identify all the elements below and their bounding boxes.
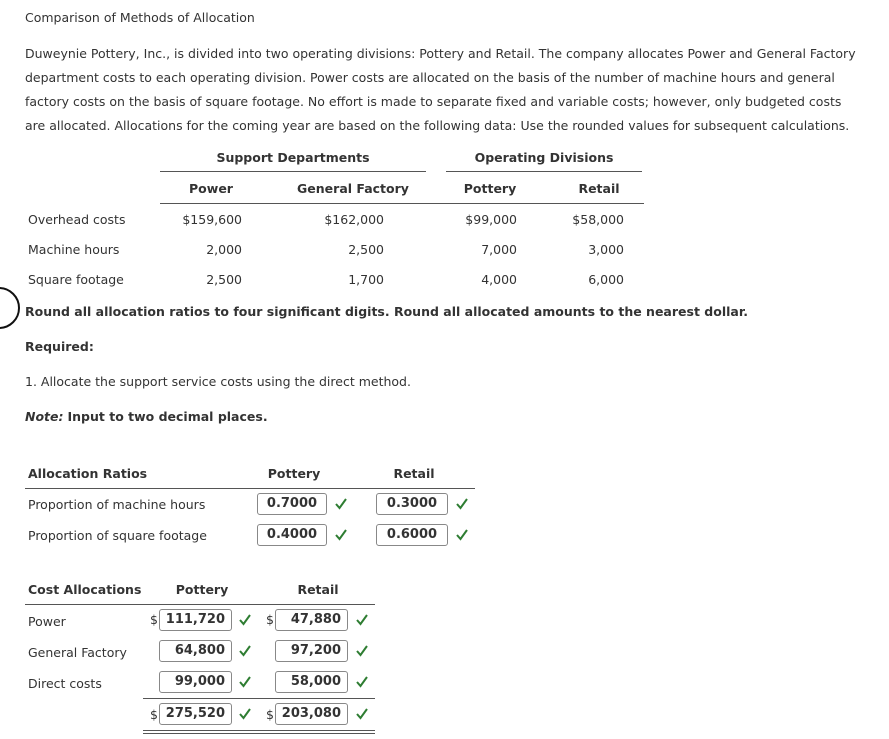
cell: 7,000 (481, 242, 517, 257)
currency-sign: $ (150, 707, 158, 722)
cell: $99,000 (465, 212, 517, 227)
alloc-general-factory-retail-input[interactable]: 97,200 (275, 640, 348, 662)
currency-sign: $ (150, 612, 158, 627)
col-power: Power (189, 181, 233, 196)
alloc-row-label: Power (28, 614, 66, 629)
ratio-row-label: Proportion of square footage (28, 528, 207, 543)
cell: 2,500 (348, 242, 384, 257)
check-icon (355, 644, 369, 658)
check-icon (334, 497, 348, 511)
cell: $162,000 (324, 212, 384, 227)
alloc-direct-costs-pottery-input[interactable]: 99,000 (159, 671, 232, 693)
check-icon (455, 497, 469, 511)
row-overhead-label: Overhead costs (28, 212, 126, 227)
alloc-total-retail-input[interactable]: 203,080 (275, 703, 348, 725)
currency-sign: $ (266, 707, 274, 722)
col-pottery: Pottery (463, 181, 517, 196)
left-edge-circle-marker (0, 287, 20, 329)
question-text: 1. Allocate the support service costs using the direct method. (25, 374, 411, 389)
check-icon (355, 707, 369, 721)
alloc-col-pottery: Pottery (175, 582, 229, 597)
check-icon (238, 707, 252, 721)
alloc-direct-costs-retail-input[interactable]: 58,000 (275, 671, 348, 693)
alloc-general-factory-pottery-input[interactable]: 64,800 (159, 640, 232, 662)
alloc-row-label: Direct costs (28, 676, 102, 691)
cell: 2,500 (206, 272, 242, 287)
col-general-factory: General Factory (297, 181, 409, 196)
ratio-machine-hours-pottery-input[interactable]: 0.7000 (257, 493, 327, 515)
cell: 4,000 (481, 272, 517, 287)
check-icon (455, 528, 469, 542)
check-icon (238, 644, 252, 658)
row-square-footage-label: Square footage (28, 272, 124, 287)
rounding-note: Round all allocation ratios to four significant digits. Round all allocated amounts to the nearest dollar. (25, 304, 748, 319)
check-icon (355, 675, 369, 689)
cell: 3,000 (588, 242, 624, 257)
col-retail: Retail (578, 181, 620, 196)
note-label: Note: (25, 409, 64, 424)
cell: 6,000 (588, 272, 624, 287)
row-machine-hours-label: Machine hours (28, 242, 120, 257)
cell: $58,000 (572, 212, 624, 227)
ratios-header: Allocation Ratios (28, 466, 148, 481)
ratios-col-retail: Retail (393, 466, 435, 481)
ratio-row-label: Proportion of machine hours (28, 497, 206, 512)
alloc-row-label: General Factory (28, 645, 127, 660)
alloc-total-pottery-input[interactable]: 275,520 (159, 703, 232, 725)
group-support-departments: Support Departments (216, 150, 370, 165)
note-text: Input to two decimal places. (67, 409, 268, 424)
ratios-col-pottery: Pottery (267, 466, 321, 481)
cell: 1,700 (348, 272, 384, 287)
check-icon (334, 528, 348, 542)
check-icon (355, 613, 369, 627)
ratio-square-footage-pottery-input[interactable]: 0.4000 (257, 524, 327, 546)
check-icon (238, 613, 252, 627)
check-icon (238, 675, 252, 689)
allocations-header: Cost Allocations (28, 582, 142, 597)
cell: 2,000 (206, 242, 242, 257)
page-heading: Comparison of Methods of Allocation (25, 10, 255, 25)
ratio-square-footage-retail-input[interactable]: 0.6000 (376, 524, 448, 546)
alloc-power-retail-input[interactable]: 47,880 (275, 609, 348, 631)
currency-sign: $ (266, 612, 274, 627)
cell: $159,600 (182, 212, 242, 227)
group-operating-divisions: Operating Divisions (474, 150, 614, 165)
required-label: Required: (25, 339, 94, 354)
problem-intro: Duweynie Pottery, Inc., is divided into two operating divisions: Pottery and Retail. The company allocates Power and General Factory department costs to each operating division. Power costs are allocated on the basis of the number of machine hours and general factory costs on the basis of square footage. No effort is made to separate fixed and variable costs; however, only budgeted costs are allocated. Allocations for the coming year are based on the following data: Use the rounded values for subsequent calculations. (25, 46, 856, 133)
alloc-power-pottery-input[interactable]: 111,720 (159, 609, 232, 631)
alloc-col-retail: Retail (297, 582, 339, 597)
ratio-machine-hours-retail-input[interactable]: 0.3000 (376, 493, 448, 515)
